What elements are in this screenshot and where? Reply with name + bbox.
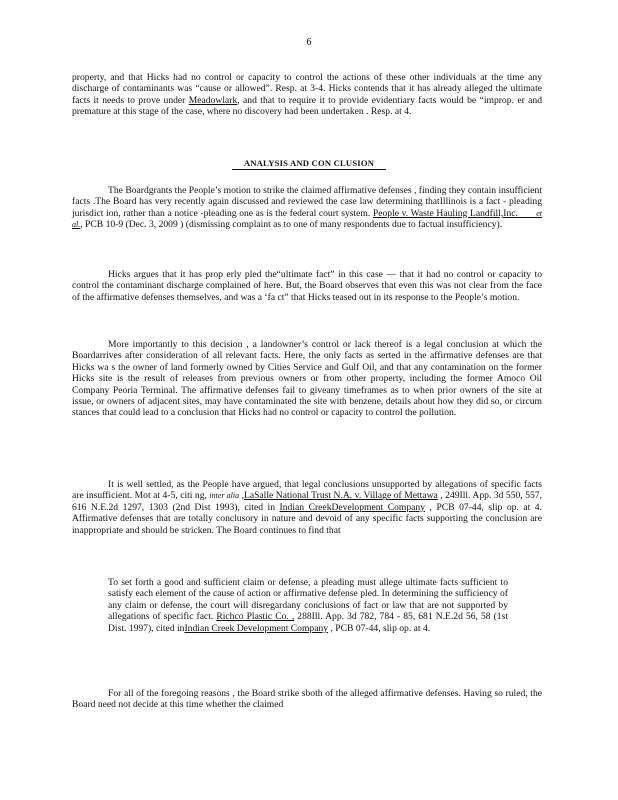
text-run: ,	[239, 490, 244, 502]
text-run: , and that to require it to provide evidentiary facts would be “improp. er and premature at this stage of the case, where no discovery had been undertaken . Resp. at 4.	[72, 94, 543, 118]
case-citation-indian-creek: Indian CreekDevelopment Company	[279, 501, 426, 513]
text-run: , PCB 07-44, slip op. at 4.	[328, 622, 431, 634]
case-citation-indian-creek-2: Indian Creek Development Company	[184, 622, 329, 634]
case-citation-meadowlark: Meadowlark	[188, 94, 238, 106]
paragraph-well-settled	[72, 479, 542, 536]
paragraph-hicks-contentions	[72, 72, 542, 118]
paragraph-board-grants	[72, 185, 542, 231]
text-run: , PCB 07-44, slip op. at 4. Affirmative defenses that are totally conclusory in nature and devoid of any specific facts supporting the conclusion are inappropriate and should be stricken. The Board continues to find that	[72, 501, 542, 536]
section-heading	[0, 158, 618, 169]
text-run: It is well settled, as the People have argued, that legal conclusions unsupported by allegations of specific facts are insufficient. Mot at 4-5, citi ng,	[72, 479, 542, 502]
block-quote	[108, 577, 508, 634]
text-run: To set forth a good and sufficient claim or defense, a pleading must allege ultimate facts sufficient to satisfy each element of the cause of action or affirmative defense pled. In determining the sufficiency of any claim or defense, the court will disregardany conclusions of fact or law that are not supported by allegations of specific fact.	[108, 577, 508, 623]
paragraph-hicks-argues: Hicks argues that it has prop erly pled the“ultimate fact” in this case — that it had no control or capacity to control the contaminant discharge complained of here. But, the Board observes that even this was not clear from the face of the affirmative defenses themselves, and was a ‘fa ct” that Hicks teased out in its response to the People’s motion.	[72, 269, 542, 303]
page-number: 6	[306, 37, 312, 48]
text-run: property, and that Hicks had no control or capacity to control the actions of these other individuals at the time any discharge of contaminants was “cause or allowed”. Resp. at 3-4. Hicks contends that it has already alleged the ultimate facts it needs to prove under	[72, 72, 542, 106]
text-run: The Boardgrants the People’s motion to strike the claimed affirmative defenses , finding they contain insufficient facts .The Board has very recently again discussed and reviewed the case law determining thatIllinois is a fact - pleading jurisdict ion, rather than a notice -pleading one as is the federal court system.	[72, 185, 542, 219]
case-citation-richco: Richco Plastic Co. ,	[216, 611, 295, 623]
text-run: , PCB 10-9 (Dec. 3, 2009 ) (dismissing complaint as to one of many respondents due to factual insufficiency).	[80, 219, 503, 231]
text-run: , 249Ill. App. 3d 550, 557, 616 N.E.2d 1297, 1303 (2nd Dist 1993), cited in	[72, 490, 542, 513]
text-run: 288Ill. App. 3d 782, 784 - 85, 681 N.E.2d 56, 58 (1st Dist. 1997), cited in	[108, 611, 508, 634]
case-citation-lasalle: LaSalle National Trust N.A. v. Village of Mettawa	[243, 490, 438, 502]
inter-alia: inter alia	[209, 491, 240, 501]
paragraph-more-importantly: More importantly to this decision , a landowner’s control or lack thereof is a legal conclusion at which the Boardarrives after consideration of all relevant facts. Here, the only facts as serted in the affirmative defenses are that Hicks wa s the owner of land formerly owned by Cities Service and Gulf Oil, and that any contamination on the former Hicks site is the result of releases from previous owners or from other property, including the former Amoco Oil Company Peoria Terminal. The affirmative defenses fail to giveany timeframes as to when prior owners of the site at issue, or owners of adjacent sites, may have contaminated the site with benzene, details about how they did so, or circum stances that could lead to a conclusion that Hicks had no control or capacity to control the pollution.	[72, 339, 542, 419]
section-heading-text: ANALYSIS AND CON CLUSION	[232, 158, 386, 170]
et-al: et al.	[72, 208, 542, 230]
case-name: People v. Waste Hauling Landfill,Inc.	[372, 207, 518, 219]
paragraph-foregoing-reasons: For all of the foregoing reasons , the Board strike sboth of the alleged affirmative defenses. Having so ruled, the Board need not decide at this time whether the claimed	[72, 688, 542, 711]
